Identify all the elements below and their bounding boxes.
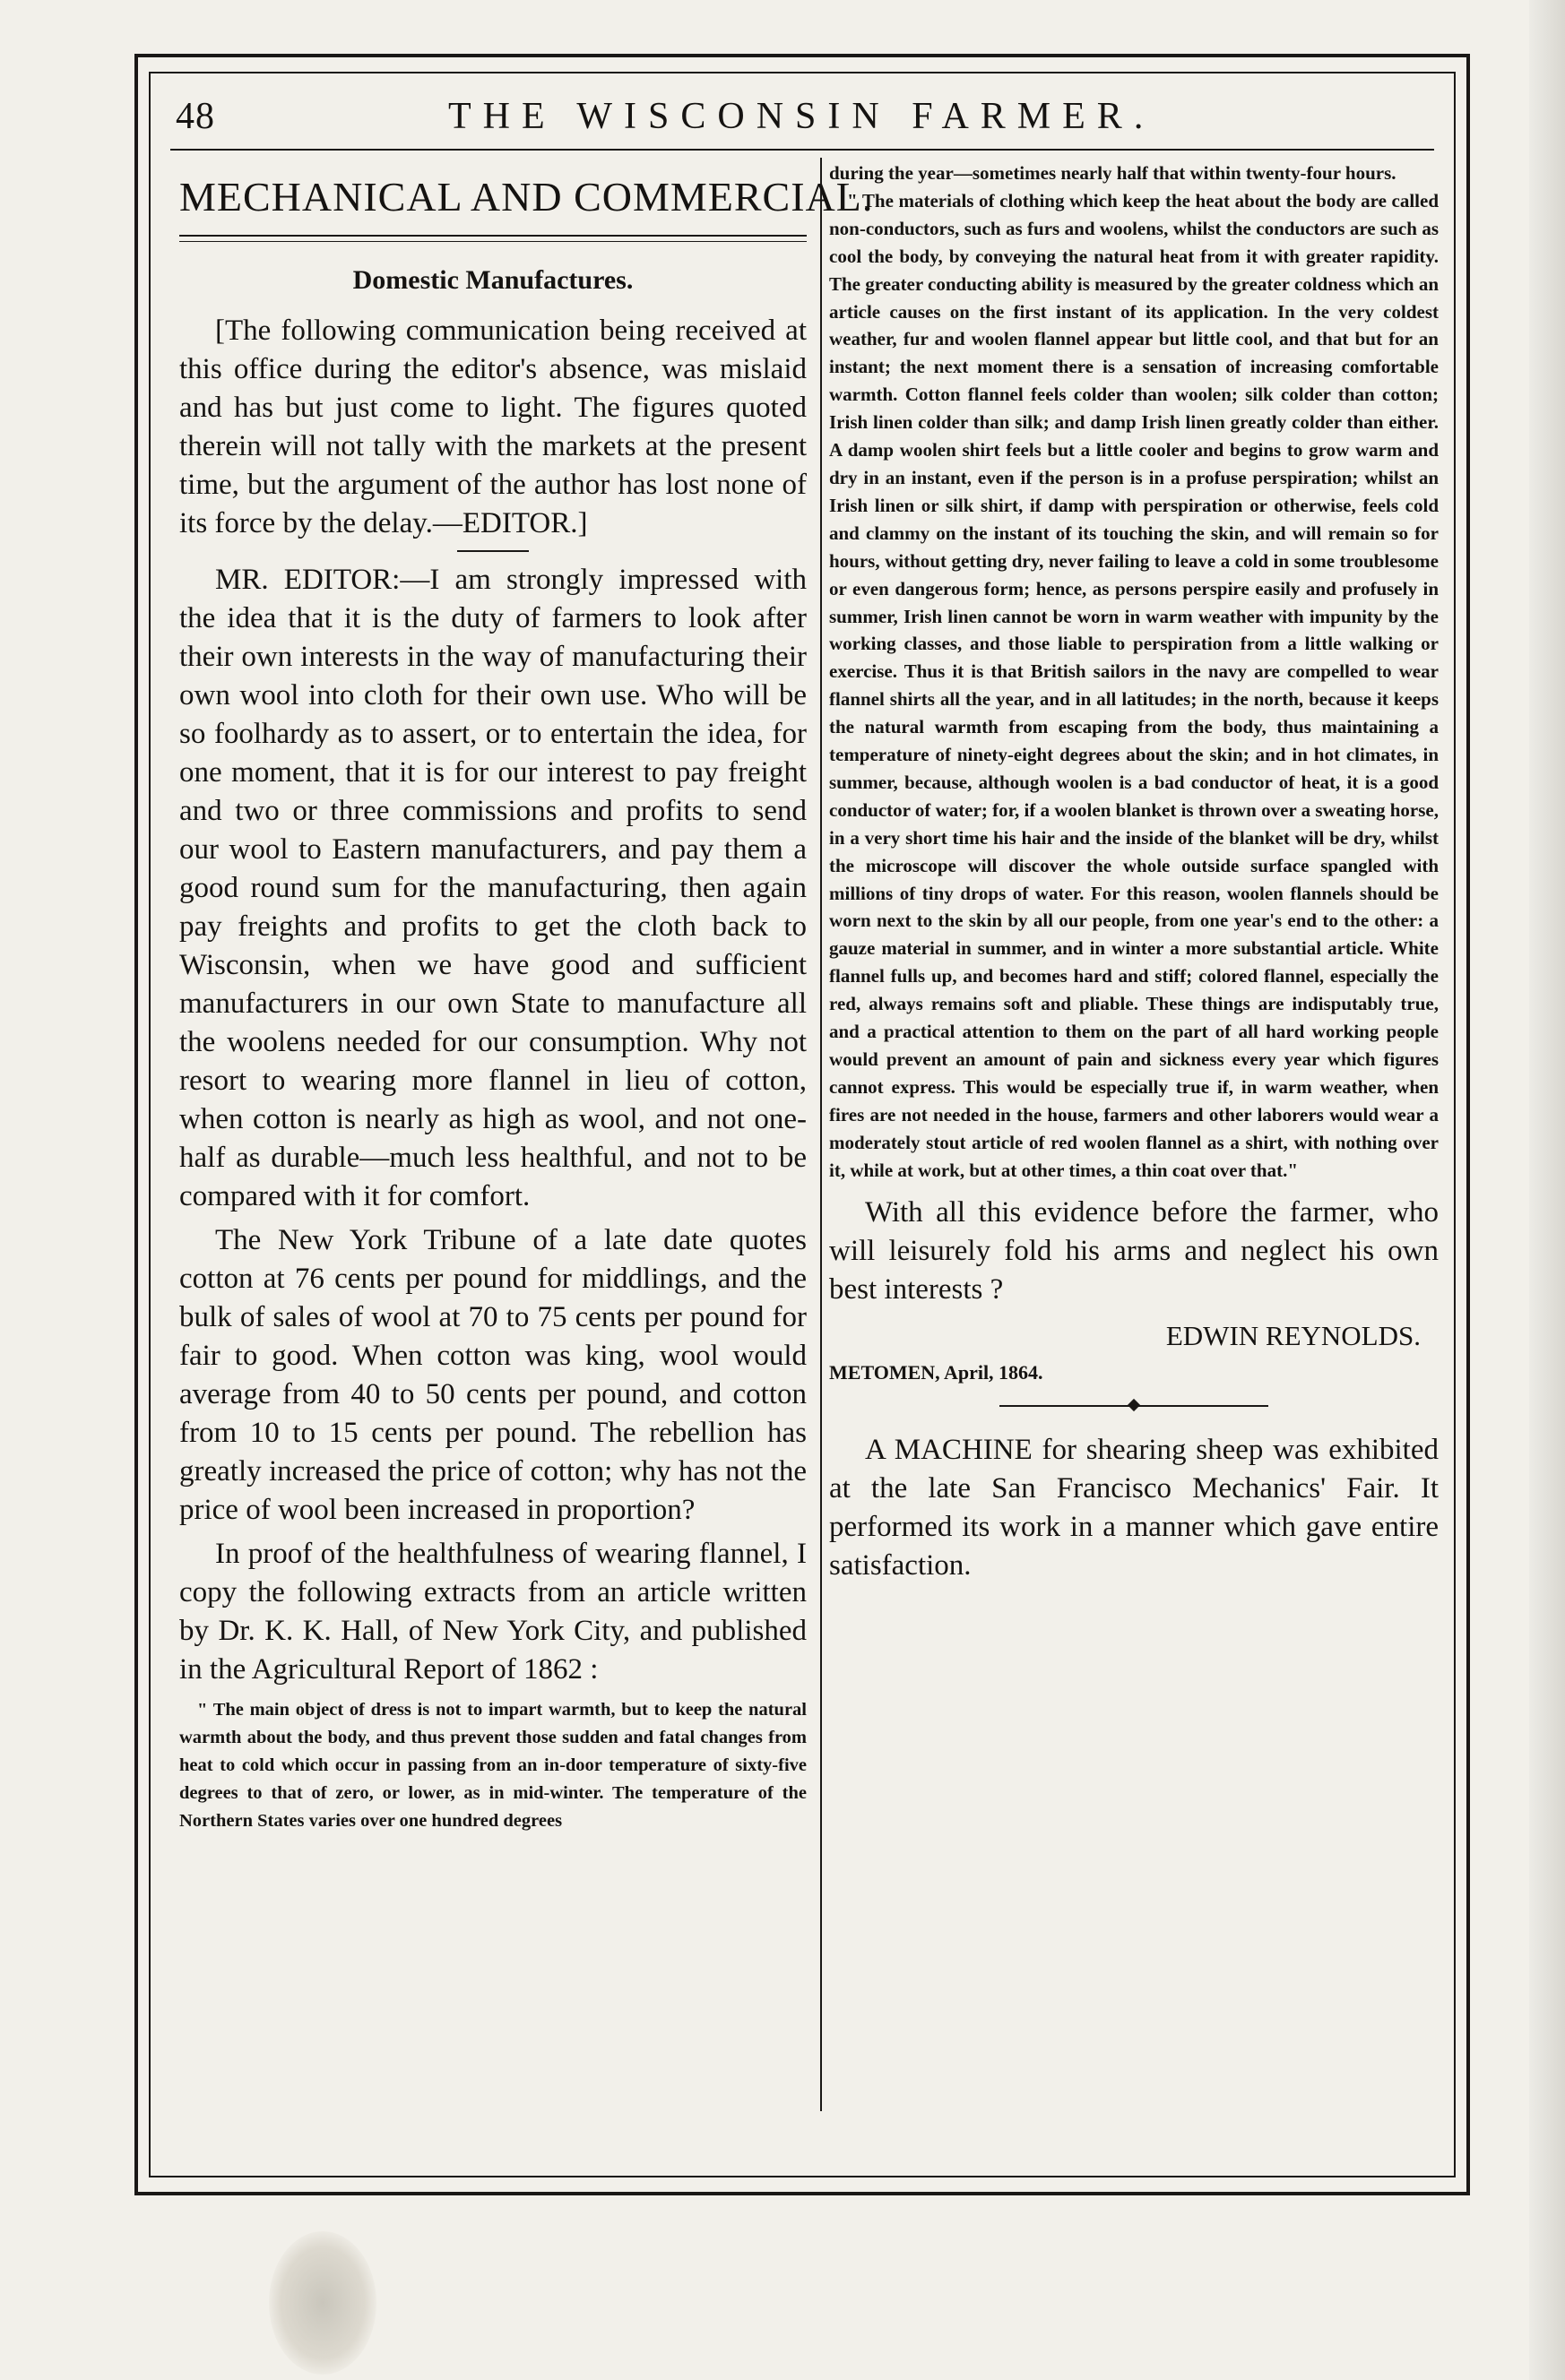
publication-title: THE WISCONSIN FARMER. (448, 96, 1155, 137)
right-column (829, 158, 1439, 1585)
article-title: Domestic Manufactures. (352, 265, 634, 295)
notice-lead: A MACHINE (865, 1433, 1033, 1466)
machine-notice (829, 1431, 1439, 1585)
page-edge (1529, 0, 1565, 2380)
letter-text-1: —I am strongly impressed with the idea that it is the duty of farmers to look after their own interests in the way of manufacturing their own wool into cloth for their own use. Who will be so foolhardy as to assert, or to entertain the idea, for one moment, that it is for our interest to pay freight and two or three commissions and profits to send our wool to Eastern manufacturers, and pay them a good round sum for the manufacturing, then again pay freights and profits to get the cloth back to Wisconsin, when we have good and sufficient manufacturers in our own State to manufacture all the woolens needed for our consumption. Why not resort to wearing more flannel in lieu of cotton, when cotton is nearly as high as wool, and not one-half as durable—much less healthful, and not to be compared with it for comfort. (179, 564, 808, 1212)
notice-text: for shearing sheep was exhibited at the late San Francisco Mechanics' Fair. It performed its work in a manner which gave entire satisfaction. (829, 1433, 1439, 1582)
closing-paragraph: With all this evidence before the farmer, who will leisurely fold his arms and neglect his own best interests ? (829, 1195, 1439, 1306)
section-rule (179, 235, 807, 242)
letter-paragraph-1 (179, 561, 807, 1216)
ornament-divider (829, 1401, 1439, 1411)
letter-paragraph-3: In proof of the healthfulness of wearing flannel, I copy the following extracts from an article written by Dr. K. K. Hall, of New York City, and published in the Agricultural Report of 1862 : (179, 1538, 807, 1686)
author-signature: EDWIN REYNOLDS. (1165, 1319, 1421, 1351)
left-column (179, 158, 874, 1835)
page-number: 48 (176, 96, 215, 137)
paper-stain (269, 2231, 376, 2375)
header-rule (170, 149, 1434, 151)
section-title: MECHANICAL AND COMMERCIAL. (179, 174, 874, 220)
quote-right-1: during the year—sometimes nearly half that within twenty-four hours. (829, 162, 1396, 184)
dateline: METOMEN, April, 1864. (829, 1360, 1043, 1384)
editor-note: [The following communication being received at this office during the editor's absence, was mislaid and has but just come to light. The figures quoted therein will not tally with the markets at the present time, but the argument of the author has lost none of its force by the delay.—EDITOR.] (179, 315, 807, 539)
page-header (170, 88, 1434, 142)
letter-paragraph-2: The New York Tribune of a late date quotes cotton at 76 cents per pound for middlings, and the bulk of sales of wool at 70 to 75 cents per pound for fair to good. When cotton was king, wool would average from 40 to 50 cents per pound, and cotton from 10 to 15 cents per pound. The rebellion has greatly increased the price of cotton; why has not the price of wool been increased in proportion? (179, 1224, 807, 1526)
separator-rule (457, 550, 529, 552)
column-divider (820, 158, 822, 2111)
quote-left: " The main object of dress is not to impart warmth, but to keep the natural warmth about the body, and thus prevent those sudden and fatal changes from heat to cold which occur in passing from an in-door temperature of sixty-five degrees to that of zero, or lower, as in mid-winter. The temperature of the Northern States varies over one hundred degrees (179, 1700, 807, 1831)
salutation: MR. EDITOR: (215, 564, 401, 596)
quote-right-2: " The materials of clothing which keep the heat about the body are called non-conductors, such as furs and woolens, whilst the conductors are such as cool the body, by conveying the natural heat from it with greater rapidity. The greater conducting ability is measured by the greater coldness which an article causes on the first instant of its application. In the very coldest weather, fur and woolen flannel appear but little cool, and that but for an instant; the next moment there is a sensation of increasing comfortable warmth. Cotton flannel feels colder than woolen; silk colder than cotton; Irish linen colder than silk; and damp Irish linen greatly colder than either. A damp woolen shirt feels but a little cooler and begins to grow warm and dry in an instant, even if the person is in a profuse perspiration; whilst an Irish linen or silk shirt, if damp with perspiration or otherwise, feels cold and clammy on the instant of its touching the skin, and will remain so for hours, without getting dry, never failing to leave a cold in some troublesome or even dangerous form; hence, as persons perspire easily and profusely in summer, Irish linen cannot be worn in warm weather with impunity by the working classes, and those liable to perspiration from a little walking or exercise. Thus it is that British sailors in the navy are compelled to wear flannel shirts all the year, and in all latitudes; in the north, because it keeps the natural warmth from escaping from the body, thus maintaining a temperature of ninety-eight degrees about the skin; and in hot climates, in summer, because, although woolen is a bad conductor of heat, it is a good conductor of water; for, if a woolen blanket is thrown over a sweating horse, in a very short time his hair and the inside of the blanket will be dry, whilst the microscope will discover the whole outside surface spangled with millions of tiny drops of water. For this reason, woolen flannels should be worn next to the skin by all our people, from one year's end to the other: a gauze material in summer, and in winter a more substantial article. White flannel fulls up, and becomes hard and stiff; colored flannel, especially the red, always remains soft and pliable. These things are indisputably true, and a practical attention to them on the part of all hard working people would prevent an amount of pain and sickness every year which figures cannot express. This would be especially true if, in warm weather, when fires are not needed in the house, farmers and other laborers would wear a moderately stout article of red woolen flannel as a shirt, with nothing over it, while at work, but at other times, a thin coat over that." (829, 189, 1439, 1181)
